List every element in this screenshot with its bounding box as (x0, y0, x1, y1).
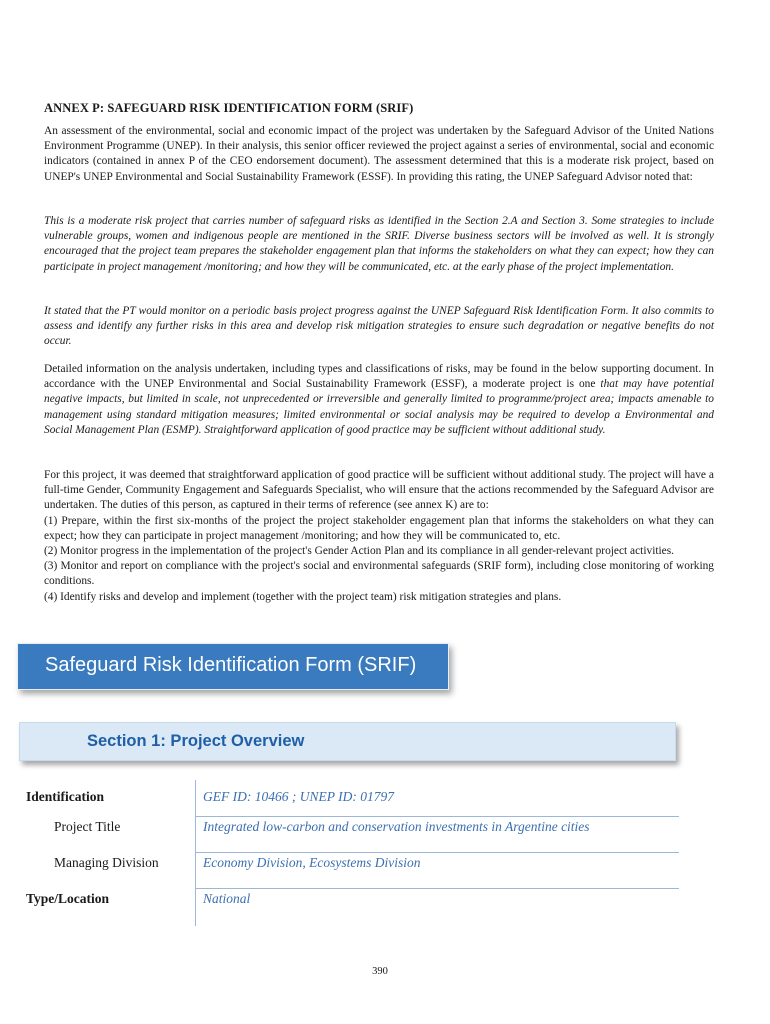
table-divider (195, 888, 679, 889)
duty-item: (1) Prepare, within the first six-months of the project the project stakeholder engagement plan that informs the stakeholders on what they can expect; how they can participate in project management /monitoring; and how they will be communicated to, etc. (44, 514, 714, 542)
table-divider (195, 852, 679, 853)
project-paragraph: For this project, it was deemed that straightforward application of good practice will be sufficient without additional study. The project will have a full-time Gender, Community Engagement and Safeguards Specialist, who will ensure that the actions recommended by the Safeguard Advisor are undertaken. The duties of this person, as captured in their terms of reference (see annex K) are to: (44, 469, 714, 512)
managing-division-value: Economy Division, Ecosystems Division (203, 855, 421, 870)
annex-title: ANNEX P: SAFEGUARD RISK IDENTIFICATION FORM (SRIF) (44, 101, 414, 115)
detail-paragraph-regular: Detailed information on the analysis undertaken, including types and classifications of risks, may be found in the below supporting document. In accordance with the UNEP Environmental and Social Sustainability Framework (ESSF), a moderate project is one (44, 363, 714, 391)
page-number: 390 (372, 966, 388, 977)
detail-paragraph-italic: that may have potential negative impacts, but limited in scale, not unprecedented or irreversible and generally limited to programme/project area; impacts amenable to management using standard mitigation measures; limited environmental or social analysis may be required to develop a Environmental and Social Management Plan (ESMP). Straightforward application of good practice may be sufficient without additional study. (44, 378, 714, 436)
duties-block (44, 468, 714, 605)
project-title-label: Project Title (54, 819, 121, 834)
intro-paragraph: An assessment of the environmental, social and economic impact of the project was undertaken by the Safeguard Advisor of the United Nations Environment Programme (UNEP). In their analysis, this senior officer reviewed the project against a series of environmental, social and economic indicators (contained in annex P of the CEO endorsement document). The assessment determined that this is a moderate risk project, based on UNEP's UNEP Environmental and Social Sustainability Framework (ESSF). In providing this rating, the UNEP Safeguard Advisor noted that: (44, 125, 714, 183)
type-location-label: Type/Location (26, 891, 110, 906)
duty-item: (2) Monitor progress in the implementation of the project's Gender Action Plan and its compliance in all gender-relevant project activities. (44, 545, 675, 558)
advisor-note: This is a moderate risk project that carries number of safeguard risks as identified in the Section 2.A and Section 3. Some strategies to include vulnerable groups, women and indigenous people are mentioned in the SRIF. Diverse business sectors will be involved as well. It is strongly encouraged that the project team prepares the stakeholder engagement plan that informs the stakeholders on what they can expect; how they can participate in project management /monitoring; and how they will be communicated, etc. at the early phase of the project implementation. (44, 215, 714, 273)
detail-paragraph (44, 362, 714, 438)
duty-item: (3) Monitor and report on compliance with the project's social and environmental safeguards (SRIF form), including close monitoring of working conditions. (44, 560, 714, 588)
managing-division-label: Managing Division (54, 855, 159, 870)
section-header (19, 722, 676, 761)
project-title-value: Integrated low-carbon and conservation investments in Argentine cities (203, 819, 590, 834)
form-banner (17, 643, 449, 690)
type-location-value: National (203, 891, 251, 906)
table-divider-vertical (195, 780, 196, 926)
section-title: Section 1: Project Overview (87, 732, 305, 750)
table-divider (195, 816, 679, 817)
duty-item: (4) Identify risks and develop and implement (together with the project team) risk mitigation strategies and plans. (44, 590, 562, 603)
identification-label: Identification (26, 789, 105, 804)
identification-value: GEF ID: 10466 ; UNEP ID: 01797 (203, 789, 394, 804)
form-banner-title: Safeguard Risk Identification Form (SRIF) (45, 654, 417, 676)
monitoring-note: It stated that the PT would monitor on a periodic basis project progress against the UNEP Safeguard Risk Identification Form. It also commits to assess and identify any further risks in this area and develop risk mitigation strategies to ensure such degradation or negative benefits do not occur. (44, 305, 714, 348)
